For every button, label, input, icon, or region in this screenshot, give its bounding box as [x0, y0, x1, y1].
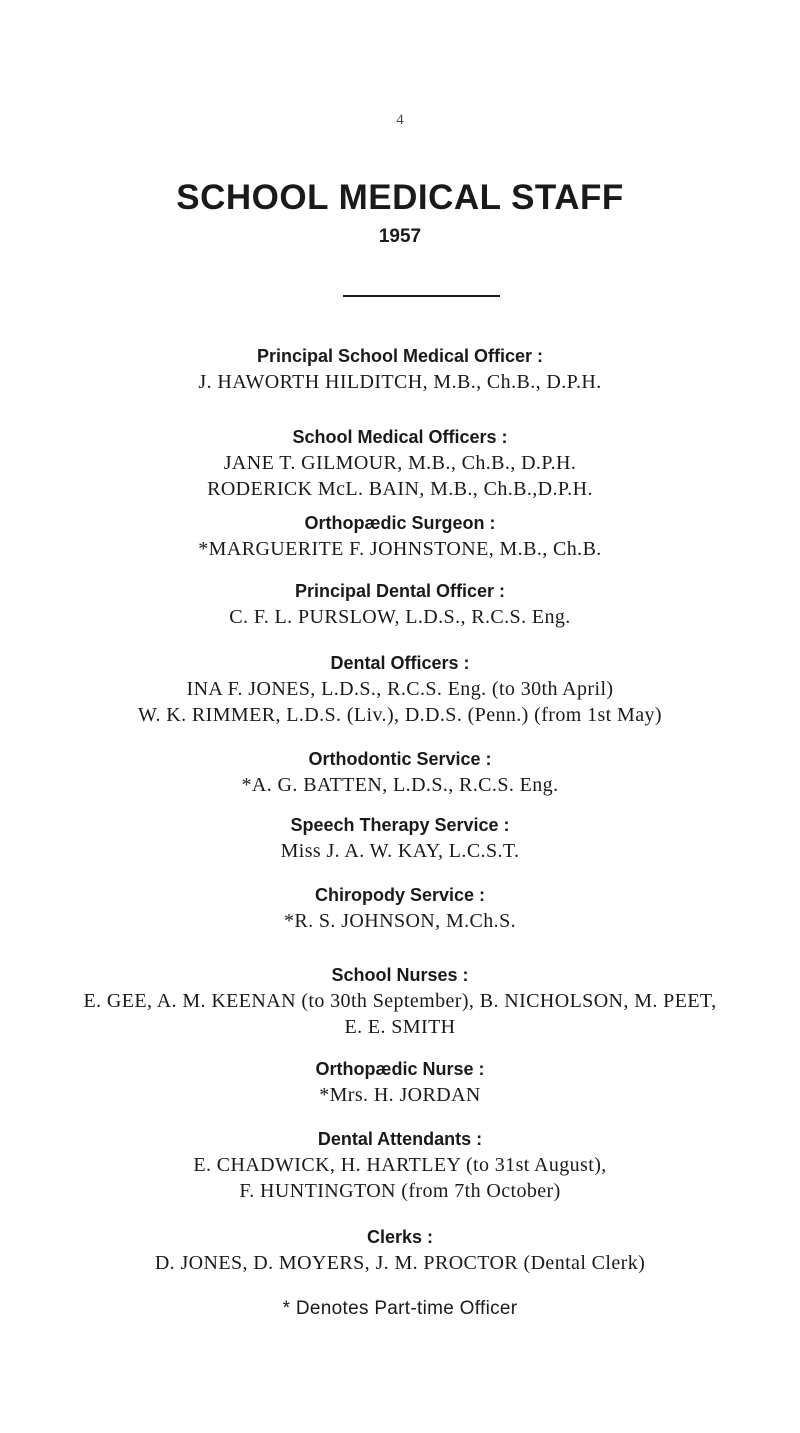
staff-line: JANE T. GILMOUR, M.B., Ch.B., D.P.H.	[223, 452, 577, 474]
page-title: SCHOOL MEDICAL STAFF	[176, 178, 624, 217]
section-heading: Dental Officers :	[330, 653, 470, 673]
section-orthopaedic-nurse	[0, 1056, 800, 1108]
staff-line: W. K. RIMMER, L.D.S. (Liv.), D.D.S. (Penn.) (from 1st May)	[138, 704, 662, 726]
staff-line: *A. G. BATTEN, L.D.S., R.C.S. Eng.	[241, 774, 559, 796]
section-principal-dental-officer	[0, 578, 800, 630]
section-heading: Orthodontic Service :	[308, 749, 492, 769]
staff-line: RODERICK McL. BAIN, M.B., Ch.B.,D.P.H.	[207, 478, 593, 500]
page-number: 4	[396, 112, 404, 128]
section-heading: School Nurses :	[331, 965, 469, 985]
section-chiropody-service	[0, 882, 800, 934]
section-heading: Principal School Medical Officer :	[256, 346, 544, 366]
staff-line: J. HAWORTH HILDITCH, M.B., Ch.B., D.P.H.	[198, 371, 602, 393]
section-heading: Dental Attendants :	[317, 1129, 483, 1149]
staff-line: E. GEE, A. M. KEENAN (to 30th September), B. NICHOLSON, M. PEET,	[83, 990, 717, 1012]
section-school-nurses	[0, 962, 800, 1040]
staff-line: D. JONES, D. MOYERS, J. M. PROCTOR (Dental Clerk)	[154, 1252, 646, 1274]
section-school-medical-officers	[0, 424, 800, 502]
page-year: 1957	[378, 226, 422, 247]
section-clerks	[0, 1224, 800, 1276]
staff-line: Miss J. A. W. KAY, L.C.S.T.	[280, 840, 520, 862]
section-heading: Clerks :	[366, 1227, 434, 1247]
section-principal-medical-officer	[0, 343, 800, 395]
staff-line: *MARGUERITE F. JOHNSTONE, M.B., Ch.B.	[198, 538, 602, 560]
section-orthopaedic-surgeon	[0, 510, 800, 562]
section-dental-officers	[0, 650, 800, 728]
section-heading: School Medical Officers :	[292, 427, 508, 447]
section-heading: Orthopædic Surgeon :	[304, 513, 496, 533]
staff-line: *Mrs. H. JORDAN	[319, 1084, 481, 1106]
section-speech-therapy-service	[0, 812, 800, 864]
title-divider	[343, 295, 500, 297]
section-heading: Chiropody Service :	[314, 885, 486, 905]
section-dental-attendants	[0, 1126, 800, 1204]
staff-line: INA F. JONES, L.D.S., R.C.S. Eng. (to 30th April)	[186, 678, 614, 700]
staff-line: F. HUNTINGTON (from 7th October)	[239, 1180, 561, 1202]
staff-line: E. CHADWICK, H. HARTLEY (to 31st August),	[193, 1154, 607, 1176]
section-orthodontic-service	[0, 746, 800, 798]
staff-line: E. E. SMITH	[344, 1016, 456, 1038]
footnote: * Denotes Part-time Officer	[282, 1298, 518, 1319]
staff-line: *R. S. JOHNSON, M.Ch.S.	[283, 910, 517, 932]
staff-line: C. F. L. PURSLOW, L.D.S., R.C.S. Eng.	[229, 606, 571, 628]
section-heading: Speech Therapy Service :	[290, 815, 510, 835]
section-heading: Orthopædic Nurse :	[315, 1059, 485, 1079]
section-heading: Principal Dental Officer :	[294, 581, 506, 601]
